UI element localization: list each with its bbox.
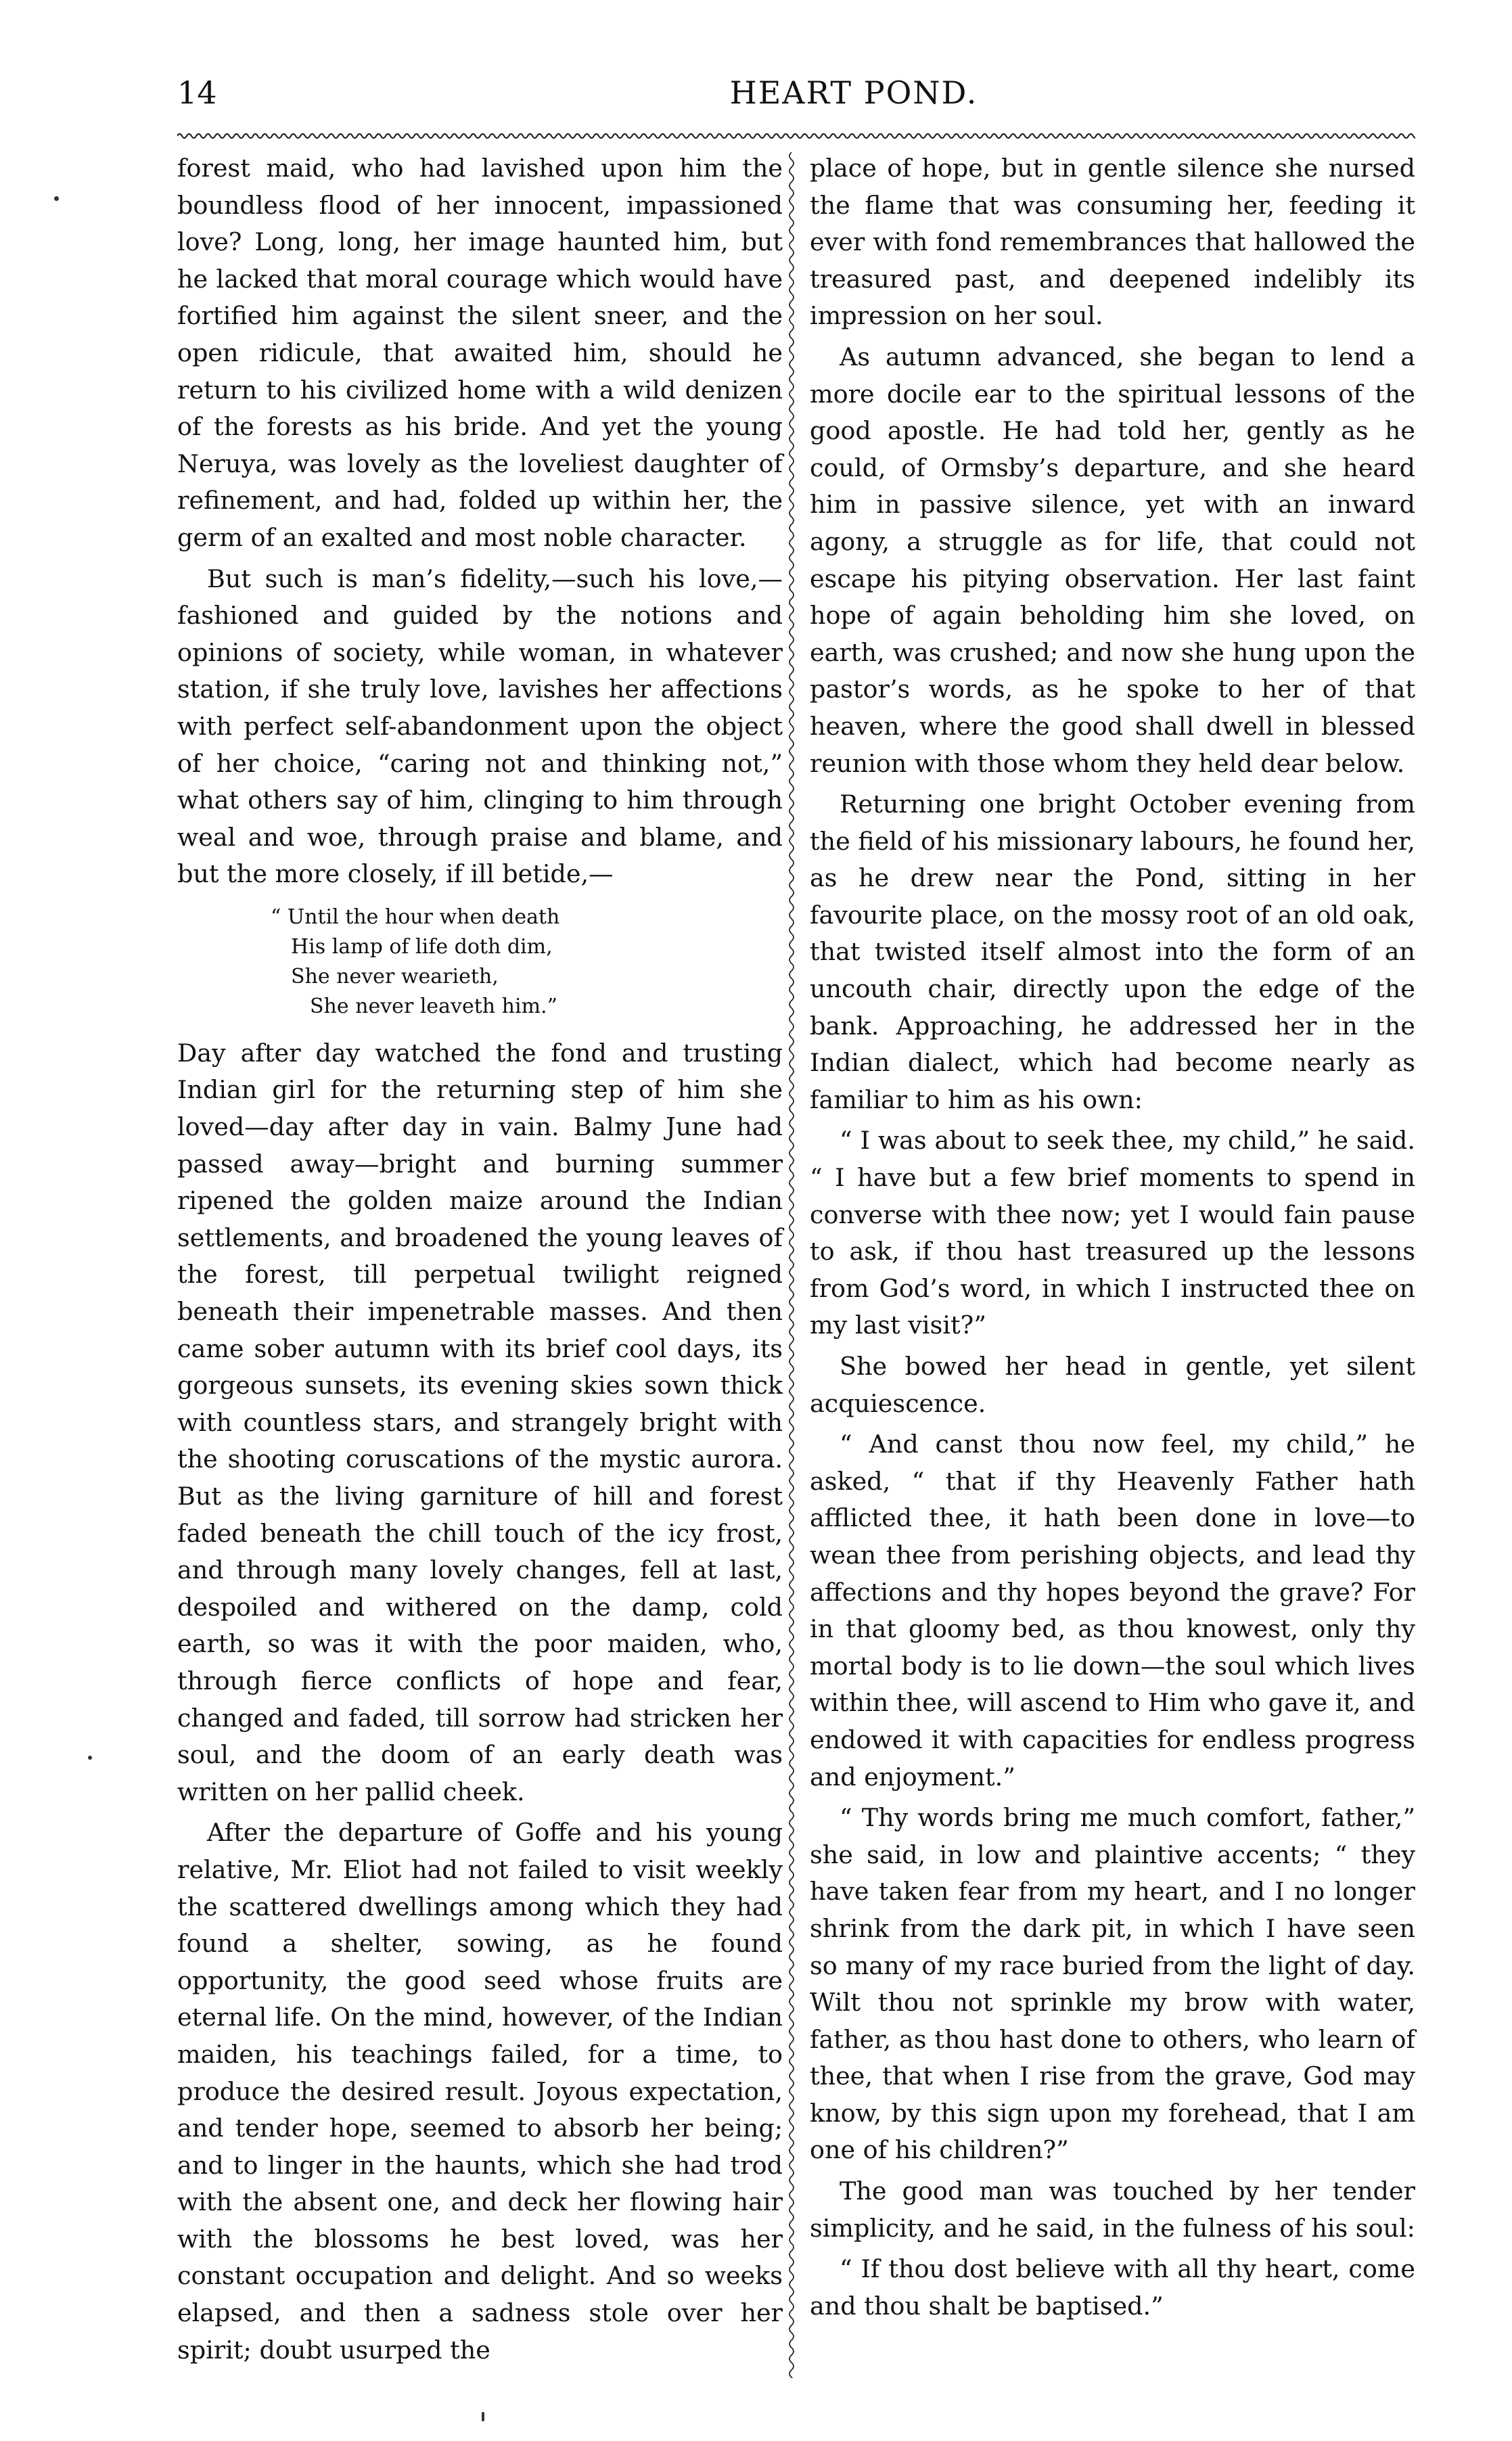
margin-speck — [88, 1756, 92, 1760]
running-title: HEART POND. — [729, 74, 978, 111]
paragraph: “ If thou dost believe with all thy heart, come and thou shalt be baptised.” — [810, 2254, 1415, 2321]
margin-speck — [54, 196, 59, 201]
paragraph: “ I was about to seek thee, my child,” he said. “ I have but a few brief moments to spend in converse with thee now; yet I would fain pause to ask, if thou hast treasured up the lessons from God’s word, in which I instructed thee on my last visit?” — [810, 1126, 1415, 1340]
margin-speck — [482, 2412, 484, 2421]
page-header — [177, 74, 1395, 122]
paragraph: After the departure of Goffe and his young relative, Mr. Eliot had not failed to visit weekly the scattered dwellings among which they had found a shelter, sowing, as he found opportunity, the good seed whose fruits are eternal life. On the mind, however, of the Indian maiden, his teachings failed, for a time, to produce the desired result. Joyous expectation, and tender hope, seemed to absorb her being; and to linger in the haunts, which she had trod with the absent one, and deck her flowing hair with the blossoms he best loved, was her constant occupation and delight. And so weeks elapsed, and then a sadness stole over her spirit; doubt usurped the — [177, 1818, 783, 2365]
page-number: 14 — [177, 74, 217, 111]
wavy-header-rule — [177, 131, 1415, 141]
verse-quotation — [177, 903, 783, 1022]
verse-line: She never wearieth, — [291, 964, 499, 988]
verse-line: “ Until the hour when death — [271, 905, 560, 929]
paragraph: place of hope, but in gentle silence she nursed the flame that was consuming her, feeding it ever with fond remembrances that hallowed the treasured past, and deepened indelibly its impression on her soul. — [810, 154, 1415, 331]
paragraph: Returning one bright October evening from the field of his missionary labours, he found her, as he drew near the Pond, sitting in her favourite place, on the mossy root of an old oak, that twisted itself almost into the form of an uncouth chair, directly upon the edge of the bank. Approaching, he addressed her in the Indian dialect, which had become nearly as familiar to him as his own: — [810, 790, 1415, 1114]
verse-line: She never leaveth him.” — [310, 994, 557, 1018]
paragraph: The good man was touched by her tender simplicity, and he said, in the fulness of his soul: — [810, 2176, 1415, 2243]
paragraph: “ And canst thou now feel, my child,” he asked, “ that if thy Heavenly Father hath afflicted thee, it hath been done in love—to wean thee from perishing objects, and lead thy affections and thy hopes beyond the grave? For in that gloomy bed, as thou knowest, only thy mortal body is to lie down—the soul which lives within thee, will ascend to Him who gave it, and endowed it with capacities for endless progress and enjoyment.” — [810, 1430, 1415, 1792]
wavy-column-divider — [785, 152, 798, 2378]
paragraph: forest maid, who had lavished upon him the boundless flood of her innocent, impassioned love? Long, long, her image haunted him, but he lacked that moral courage which would have fortified him against the silent sneer, and the open ridicule, that awaited him, should he return to his civilized home with a wild denizen of the forests as his bride. And yet the young Neruya, was lovely as the loveliest daughter of refinement, and had, folded up within her, the germ of an exalted and most noble character. — [177, 154, 783, 552]
paragraph: As autumn advanced, she began to lend a more docile ear to the spiritual lessons of the good apostle. He had told her, gently as he could, of Ormsby’s departure, and she heard him in passive silence, yet with an inward agony, a struggle as for life, that could not escape his pitying observation. Her last faint hope of again beholding him she loved, on earth, was crushed; and now she hung upon the pastor’s words, as he spoke to her of that heaven, where the good shall dwell in blessed reunion with those whom they held dear below. — [810, 342, 1415, 778]
paragraph: “ Thy words bring me much comfort, father,” she said, in low and plaintive accents; “ they have taken fear from my heart, and I no longer shrink from the dark pit, in which I have seen so many of my race buried from the light of day. Wilt thou not sprinkle my brow with water, father, as thou hast done to others, who learn of thee, that when I rise from the grave, God may know, by this sign upon my forehead, that I am one of his children?” — [810, 1803, 1415, 2165]
paragraph: Day after day watched the fond and trusting Indian girl for the returning step of him she loved—day after day in vain. Balmy June had passed away—bright and burning summer ripened the golden maize around the Indian settlements, and broadened the young leaves of the forest, till perpetual twilight reigned beneath their impenetrable masses. And then came sober autumn with its brief cool days, its gorgeous sunsets, its evening skies sown thick with countless stars, and strangely bright with the shooting coruscations of the mystic aurora. But as the living garniture of hill and forest faded beneath the chill touch of the icy frost, and through many lovely changes, fell at last, despoiled and withered on the damp, cold earth, so was it with the poor maiden, who, through fierce conflicts of hope and fear, changed and faded, till sorrow had stricken her soul, and the doom of an early death was written on her pallid cheek. — [177, 1038, 783, 1806]
right-column — [810, 150, 1415, 2325]
verse-line: His lamp of life doth dim, — [291, 934, 553, 959]
paragraph: But such is man’s fidelity,—such his love,—fashioned and guided by the notions and opinions of society, while woman, in whatever station, if she truly love, lavishes her affections with perfect self-abandonment upon the object of her choice, “caring not and thinking not,” what others say of him, clinging to him through weal and woe, through praise and blame, and but the more closely, if ill betide,— — [177, 564, 783, 889]
left-column — [177, 150, 783, 2369]
paragraph: She bowed her head in gentle, yet silent acquiescence. — [810, 1352, 1415, 1418]
